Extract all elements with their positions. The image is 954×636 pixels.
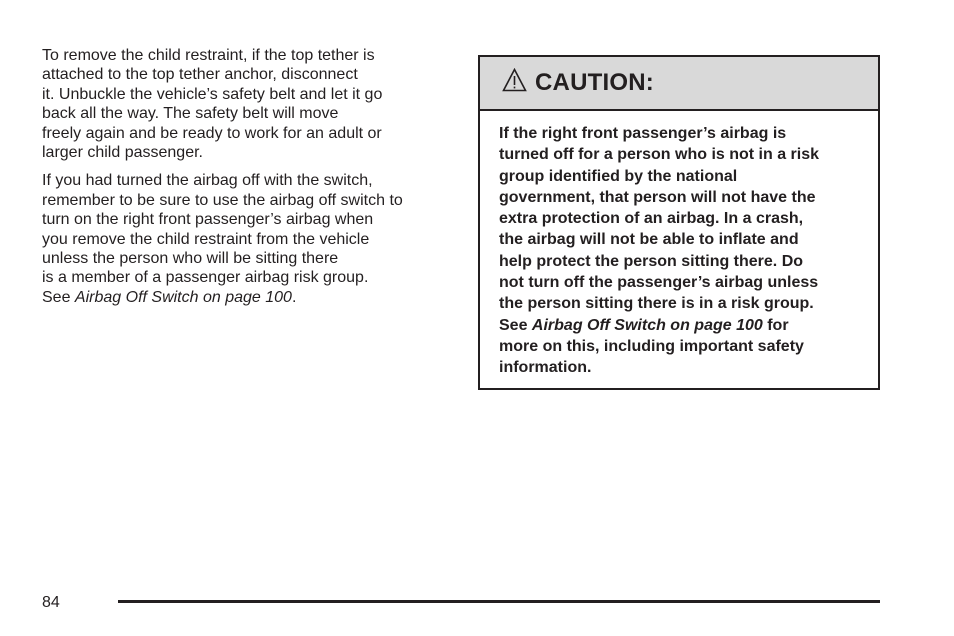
warning-triangle-icon [502,68,527,92]
text-line: attached to the top tether anchor, disconnect [42,66,358,84]
text-line: back all the way. The safety belt will move [42,105,339,123]
caution-body [480,111,878,379]
see-prefix: See [42,288,75,306]
paragraph-remove-restraint [42,46,452,162]
left-column [42,46,452,316]
cross-reference-link[interactable]: Airbag Off Switch on page 100 [74,288,292,306]
see-suffix: for [762,316,789,334]
text-line: To remove the child restraint, if the top tether is [42,47,375,64]
caution-line: the airbag will not be able to inflate and [499,231,799,249]
caution-line: the person sitting there is in a risk group. [499,295,814,313]
caution-box [478,55,880,390]
text-line: turn on the right front passenger’s airbag when [42,211,374,229]
paragraph-airbag-switch [42,171,452,307]
caution-line: If the right front passenger’s airbag is [499,125,787,142]
text-line: If you had turned the airbag off with the switch, [42,172,373,190]
caution-line: help protect the person sitting there. Do [499,252,804,270]
see-suffix: . [291,288,297,306]
caution-line: more on this, including important safety [499,337,804,355]
see-prefix: See [499,316,532,334]
caution-line: group identified by the national [499,167,738,185]
text-line: unless the person who will be sitting there [42,250,339,268]
caution-line: government, that person will not have the [499,188,816,206]
text-line: you remove the child restraint from the vehicle [42,230,370,248]
caution-header [480,57,878,111]
caution-line: not turn off the passenger’s airbag unless [499,274,819,292]
see-reference-line [42,288,452,307]
caution-line: information. [499,359,592,377]
caution-title: CAUTION: [535,69,654,96]
caution-line: turned off for a person who is not in a risk [499,146,820,164]
caution-line: extra protection of an airbag. In a crash, [499,210,804,228]
text-line: larger child passenger. [42,144,203,162]
caution-see-line [499,315,866,336]
page-number: 84 [42,594,60,611]
text-line: it. Unbuckle the vehicle’s safety belt and let it go [42,85,383,103]
text-line: freely again and be ready to work for an adult or [42,124,382,142]
text-line: is a member of a passenger airbag risk group. [42,269,369,287]
footer-rule [118,600,880,603]
text-line: remember to be sure to use the airbag off switch to [42,191,403,209]
cross-reference-link[interactable]: Airbag Off Switch on page 100 [531,316,763,334]
